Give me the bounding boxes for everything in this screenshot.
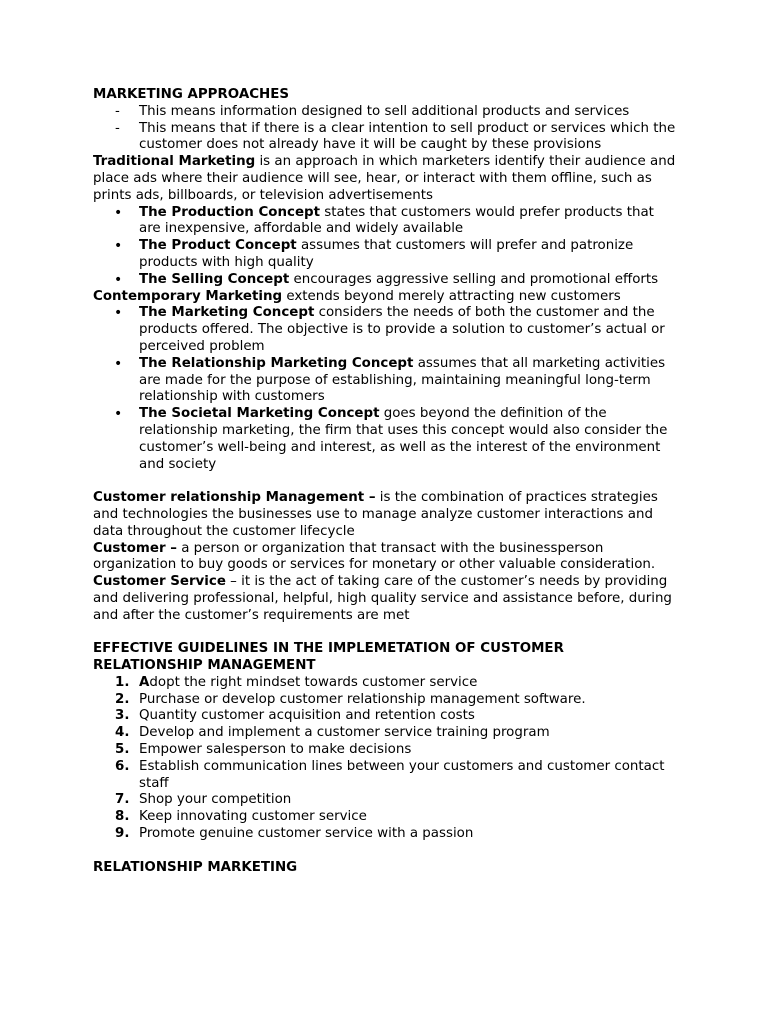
list-item (93, 356, 678, 406)
list-item-text (139, 205, 678, 239)
list-item (93, 809, 678, 826)
dash-list (93, 104, 678, 154)
concept-description: states that customers would prefer products that are inexpensive, affordable and widely available (139, 204, 654, 237)
term-customer: Customer – (93, 540, 177, 556)
item-lead-letter: A (139, 674, 150, 690)
list-item (93, 675, 678, 692)
item-number: 8. (115, 809, 130, 825)
customer-service-definition-paragraph (93, 574, 678, 624)
item-number: 5. (115, 742, 130, 758)
item-number: 9. (115, 826, 130, 842)
list-item-text: Establish communication lines between your customers and customer contact staff (139, 758, 665, 791)
concept-term: The Relationship Marketing Concept (139, 355, 414, 371)
concept-description: considers the needs of both the customer and the products offered. The objective is to provide a solution to customer’s actual or perceived problem (139, 305, 665, 354)
definition-text: extends beyond merely attracting new customers (282, 288, 621, 304)
traditional-marketing-paragraph (93, 154, 678, 204)
section-heading-relationship-marketing: RELATIONSHIP MARKETING (93, 859, 298, 875)
list-item (93, 104, 678, 121)
bullet-marker: • (114, 406, 123, 423)
contemporary-bullet-list (93, 305, 678, 473)
customer-definition-paragraph (93, 541, 678, 575)
contemporary-marketing-paragraph (93, 289, 678, 306)
definition-text: – it is the act of taking care of the customer’s needs by providing and delivering professional, helpful, high quality service and assistance before, during and after the customer’s requirements are met (93, 574, 672, 623)
list-item (93, 205, 678, 239)
blank-line (93, 473, 678, 490)
list-item-text: Develop and implement a customer service training program (139, 725, 550, 741)
item-number: 6. (115, 758, 130, 774)
concept-term: The Selling Concept (139, 271, 290, 287)
list-item-text: Empower salesperson to make decisions (139, 742, 412, 758)
list-item-text (139, 305, 678, 355)
guidelines-numbered-list (93, 675, 678, 843)
bullet-marker: • (114, 238, 123, 255)
list-item (93, 708, 678, 725)
list-item (93, 826, 678, 843)
term-customer-service: Customer Service (93, 574, 226, 590)
list-item-text (139, 272, 678, 289)
list-item (93, 742, 678, 759)
concept-description: encourages aggressive selling and promotional efforts (289, 271, 659, 287)
item-number: 3. (115, 708, 130, 724)
list-item-text: This means information designed to sell additional products and services (139, 103, 630, 119)
list-item (93, 406, 678, 473)
list-item-text (139, 675, 678, 692)
crm-definition-paragraph (93, 490, 678, 540)
list-item-text (139, 406, 678, 473)
concept-term: The Production Concept (139, 204, 321, 220)
definition-text: is an approach in which marketers identify their audience and place ads where their audience will see, hear, or interact with them offline, such as prints ads, billboards, or television advertisements (93, 154, 676, 203)
concept-term: The Product Concept (139, 238, 297, 254)
concept-description: goes beyond the definition of the relationship marketing, the firm that uses this concept would also consider the customer’s well-being and interest, as well as the interest of the environment and society (139, 406, 668, 472)
list-item (93, 759, 678, 793)
item-number: 2. (115, 691, 130, 707)
section-heading-guidelines: EFFECTIVE GUIDELINES IN THE IMPLEMETATION OF CUSTOMER RELATIONSHIP MANAGEMENT (93, 641, 564, 674)
list-item-text: This means that if there is a clear intention to sell product or services which the customer does not already have it will be caught by these provisions (139, 120, 676, 153)
item-number: 7. (115, 792, 130, 808)
bullet-marker: • (114, 271, 123, 288)
list-item (93, 792, 678, 809)
concept-term: The Marketing Concept (139, 305, 315, 321)
dash-marker: - (115, 120, 120, 136)
concept-description: assumes that all marketing activities are made for the purpose of establishing, maintaining meaningful long-term relationship with customers (139, 355, 666, 405)
list-item-text (139, 238, 678, 272)
list-item (93, 305, 678, 355)
term-contemporary-marketing: Contemporary Marketing (93, 288, 283, 304)
term-crm: Customer relationship Management – (93, 490, 376, 506)
list-item (93, 238, 678, 272)
concept-description: assumes that customers will prefer and patronize products with high quality (139, 238, 634, 270)
list-item-text: Quantity customer acquisition and retention costs (139, 708, 475, 724)
list-item (93, 121, 678, 155)
list-item (93, 725, 678, 742)
blank-line (93, 843, 678, 860)
list-item-text: Keep innovating customer service (139, 809, 367, 825)
traditional-bullet-list (93, 205, 678, 289)
definition-text: a person or organization that transact with the businessperson organization to buy goods or services for monetary or other valuable consideration. (93, 540, 656, 573)
definition-text: is the combination of practices strategies and technologies the businesses use to manage analyze customer interactions and data throughout the customer lifecycle (93, 490, 658, 539)
list-item-text (139, 356, 678, 406)
item-text: dopt the right mindset towards customer service (149, 674, 478, 690)
list-item-text: Promote genuine customer service with a passion (139, 826, 474, 842)
concept-term: The Societal Marketing Concept (139, 406, 380, 422)
section-heading-marketing-approaches: MARKETING APPROACHES (93, 87, 290, 102)
term-traditional-marketing: Traditional Marketing (93, 154, 256, 170)
list-item-text: Shop your competition (139, 792, 292, 808)
dash-marker: - (115, 103, 120, 119)
list-item-text: Purchase or develop customer relationship management software. (139, 691, 586, 707)
bullet-marker: • (114, 355, 123, 372)
item-number: 4. (115, 725, 130, 741)
bullet-marker: • (114, 204, 123, 221)
blank-line (93, 625, 678, 642)
item-number: 1. (115, 674, 130, 690)
list-item (93, 692, 678, 709)
bullet-marker: • (114, 305, 123, 322)
list-item (93, 272, 678, 289)
